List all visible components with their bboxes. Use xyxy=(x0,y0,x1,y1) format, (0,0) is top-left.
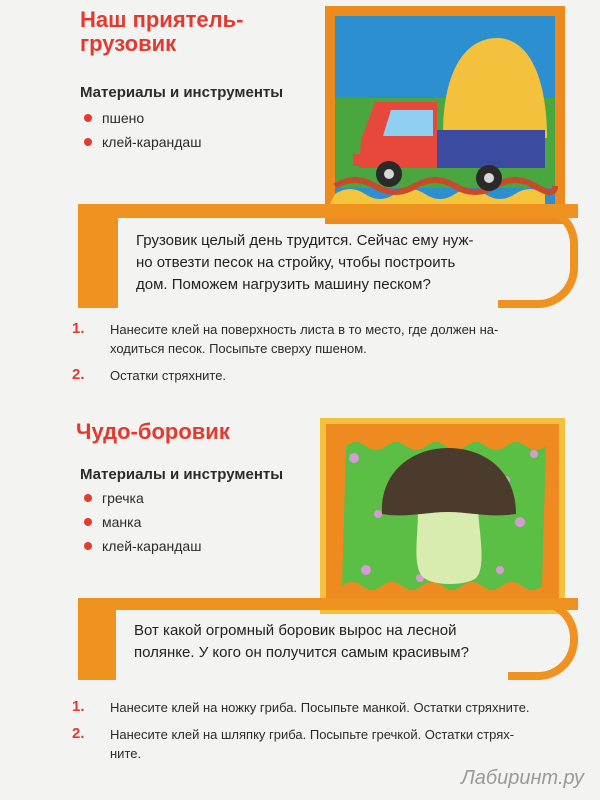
section1-title: Наш приятель- грузовик xyxy=(80,7,244,56)
red-dot-icon xyxy=(84,518,92,526)
section2-callout-text: Вот какой огромный боровик вырос на лесной полянке. У кого он получится самым красивым? xyxy=(134,622,469,661)
red-dot-icon xyxy=(84,494,92,502)
callout-bar xyxy=(78,598,116,680)
section1-callout-text: Грузовик целый день трудится. Сейчас ему нуж- но отвезти песок на стройку, чтобы построить дом. Поможем нагрузить машину песком? xyxy=(136,232,474,293)
labirint-logo-icon: Лабиринт.ру xyxy=(461,767,584,789)
truck-picture xyxy=(325,6,565,224)
section2-callout xyxy=(78,598,578,680)
section1-materials-heading: Материалы и инструменты xyxy=(80,84,284,101)
section2-title: Чудо-боровик xyxy=(76,419,230,444)
callout-bar xyxy=(78,204,118,308)
red-dot-icon xyxy=(84,114,92,122)
material-item: пшено xyxy=(80,106,201,130)
material-item: гречка xyxy=(80,486,201,510)
section1-callout xyxy=(78,204,578,308)
step-item: 2. Остатки стряхните. xyxy=(72,366,227,383)
section1-materials-list xyxy=(80,106,201,154)
red-dot-icon xyxy=(84,138,92,146)
material-item: клей-карандаш xyxy=(80,534,201,558)
red-dot-icon xyxy=(84,542,92,550)
material-item: клей-карандаш xyxy=(80,130,201,154)
step-item: 1. Нанесите клей на поверхность листа в то место, где должен на- ходиться песок. Посыпьте сверху пшеном. xyxy=(72,320,499,356)
step-item: 1. Нанесите клей на ножку гриба. Посыпьте манкой. Остатки стряхните. xyxy=(72,698,530,715)
step-item: 2. Нанесите клей на шляпку гриба. Посыпьте гречкой. Остатки стрях- ните. xyxy=(72,725,515,761)
mushroom-picture xyxy=(320,418,565,614)
section1-steps xyxy=(72,320,572,393)
section2-steps xyxy=(72,698,572,771)
section2-materials-heading: Материалы и инструменты xyxy=(80,466,284,483)
material-item: манка xyxy=(80,510,201,534)
callout-bar xyxy=(78,598,578,610)
section2-materials-list xyxy=(80,486,201,558)
